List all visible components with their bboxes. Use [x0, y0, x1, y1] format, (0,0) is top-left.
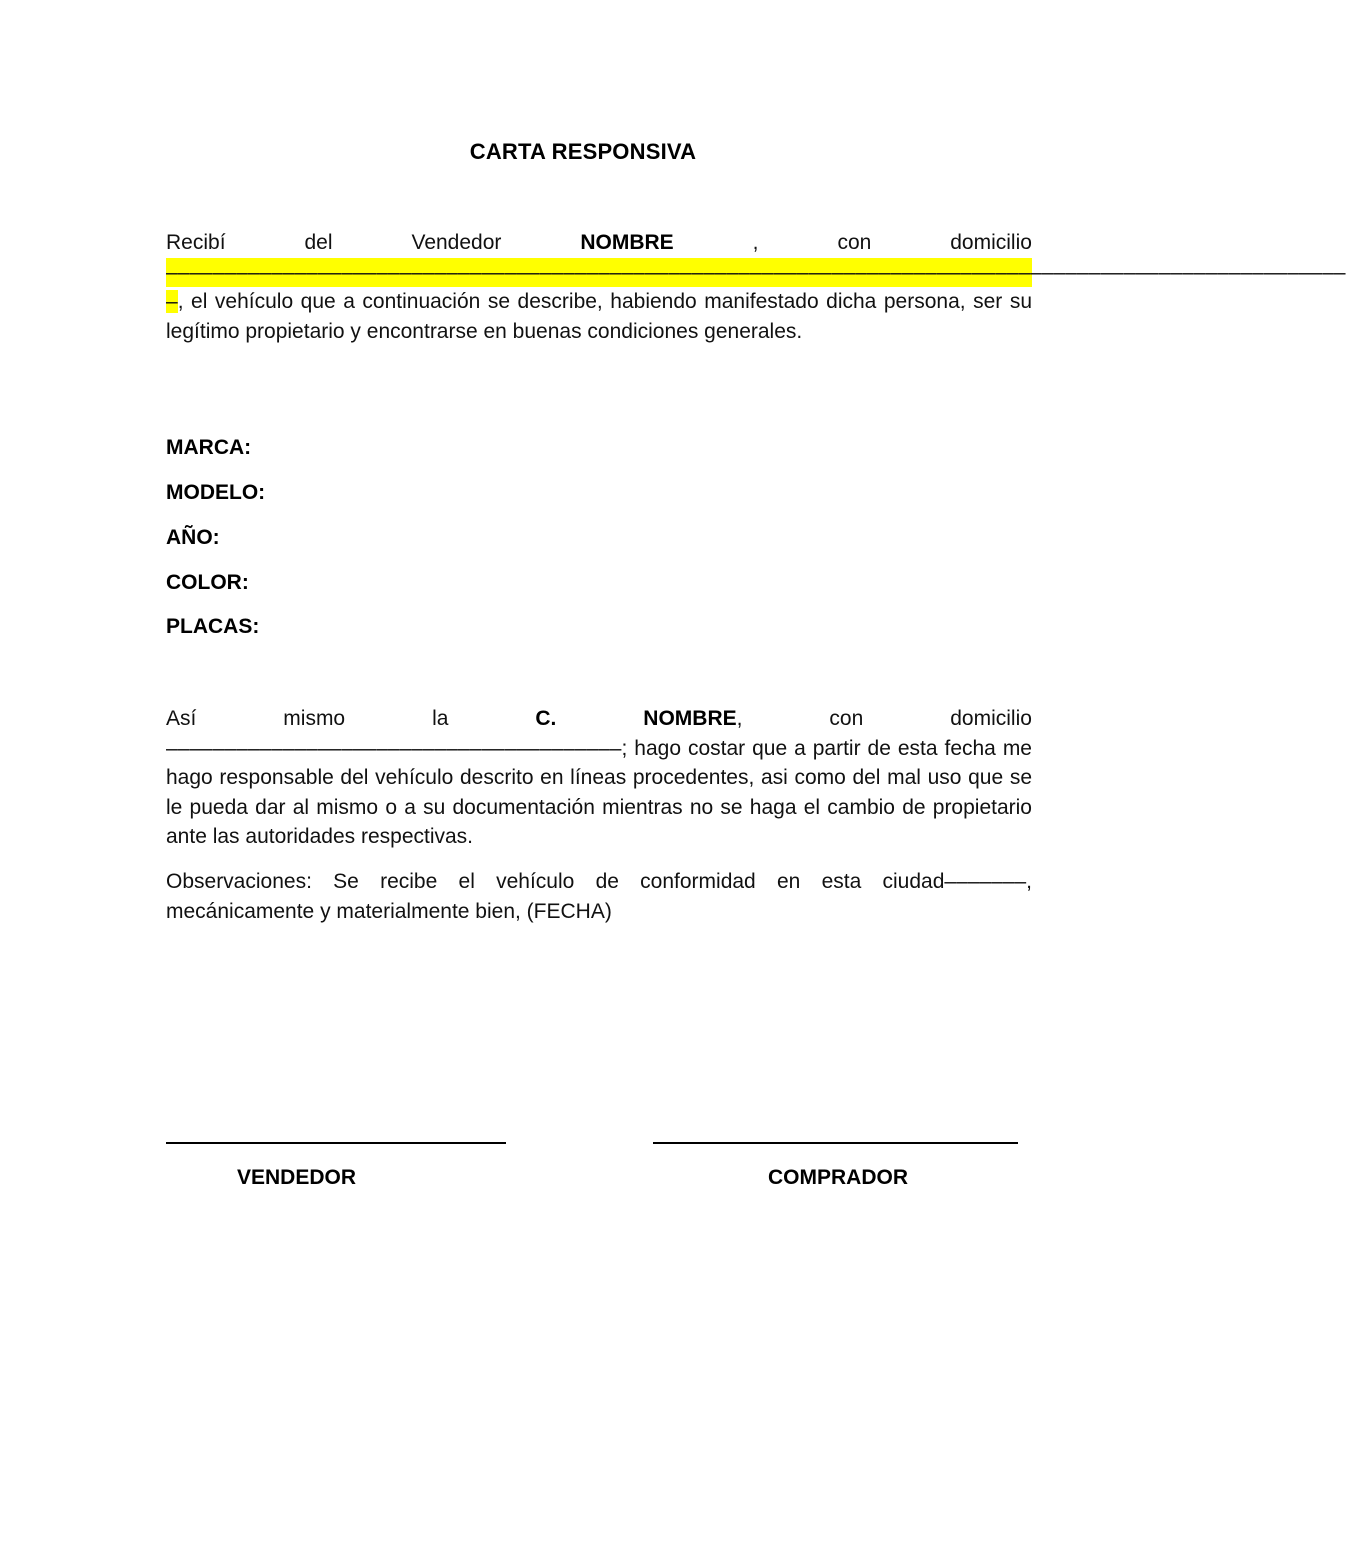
- intro-rest-text: , el vehículo que a continuación se describe, habiendo manifestado dicha persona, ser su legítimo propietario y encontrarse en buenas condiciones generales.: [166, 290, 1032, 343]
- intro-continuation: [166, 287, 1032, 346]
- highlighted-dash-end: –: [166, 290, 178, 313]
- buyer-word: Así: [166, 707, 197, 730]
- field-color: COLOR:: [166, 571, 249, 594]
- highlighted-dashes: –––––––––––––––––––––––––––––––––––––––––––––––––––––––––––––––––––––––––––––––––––––––––––––––––––––: [166, 258, 1032, 288]
- buyer-paragraph: [166, 704, 1032, 852]
- buyer-title: C.: [535, 707, 557, 730]
- intro-word: domicilio: [950, 231, 1032, 254]
- intro-word: Vendedor: [411, 231, 502, 254]
- intro-comma: ,: [752, 231, 759, 254]
- buyer-name-placeholder: NOMBRE: [643, 707, 737, 730]
- intro-word: Recibí: [166, 231, 226, 254]
- seller-signature-line: [166, 1142, 506, 1144]
- seller-signature-label: VENDEDOR: [237, 1166, 357, 1189]
- field-modelo: MODELO:: [166, 481, 266, 504]
- intro-paragraph: [166, 228, 1346, 346]
- intro-word: del: [304, 231, 333, 254]
- buyer-word: mismo: [283, 707, 346, 730]
- field-anio: AÑO:: [166, 526, 220, 549]
- buyer-word: con: [829, 707, 864, 730]
- seller-name-placeholder: NOMBRE: [580, 231, 674, 254]
- intro-word: con: [837, 231, 872, 254]
- field-placas: PLACAS:: [166, 615, 260, 638]
- buyer-word: la: [432, 707, 449, 730]
- intro-first-line: [166, 228, 1032, 258]
- buyer-signature-line: [653, 1142, 1018, 1144]
- field-marca: MARCA:: [166, 436, 252, 459]
- buyer-word: domicilio: [950, 707, 1032, 730]
- buyer-first-line: [166, 704, 1032, 734]
- seller-address-blank: [166, 258, 1346, 288]
- document-title: CARTA RESPONSIVA: [469, 139, 697, 164]
- observations-paragraph: Observaciones: Se recibe el vehículo de conformidad en esta ciudad–––––––, mecánicamente y materialmente bien, (FECHA): [166, 870, 1032, 923]
- buyer-signature-label: COMPRADOR: [768, 1166, 908, 1189]
- buyer-rest-text: –––––––––––––––––––––––––––––––––––––––; hago costar que a partir de esta fecha me hago responsable del vehículo descrito en líneas procedentes, asi como del mal uso que se le pueda dar al mismo o a su documentación mientras no se haga el cambio de propietario ante las autoridades respectivas.: [166, 736, 1032, 848]
- buyer-comma: ,: [736, 707, 743, 730]
